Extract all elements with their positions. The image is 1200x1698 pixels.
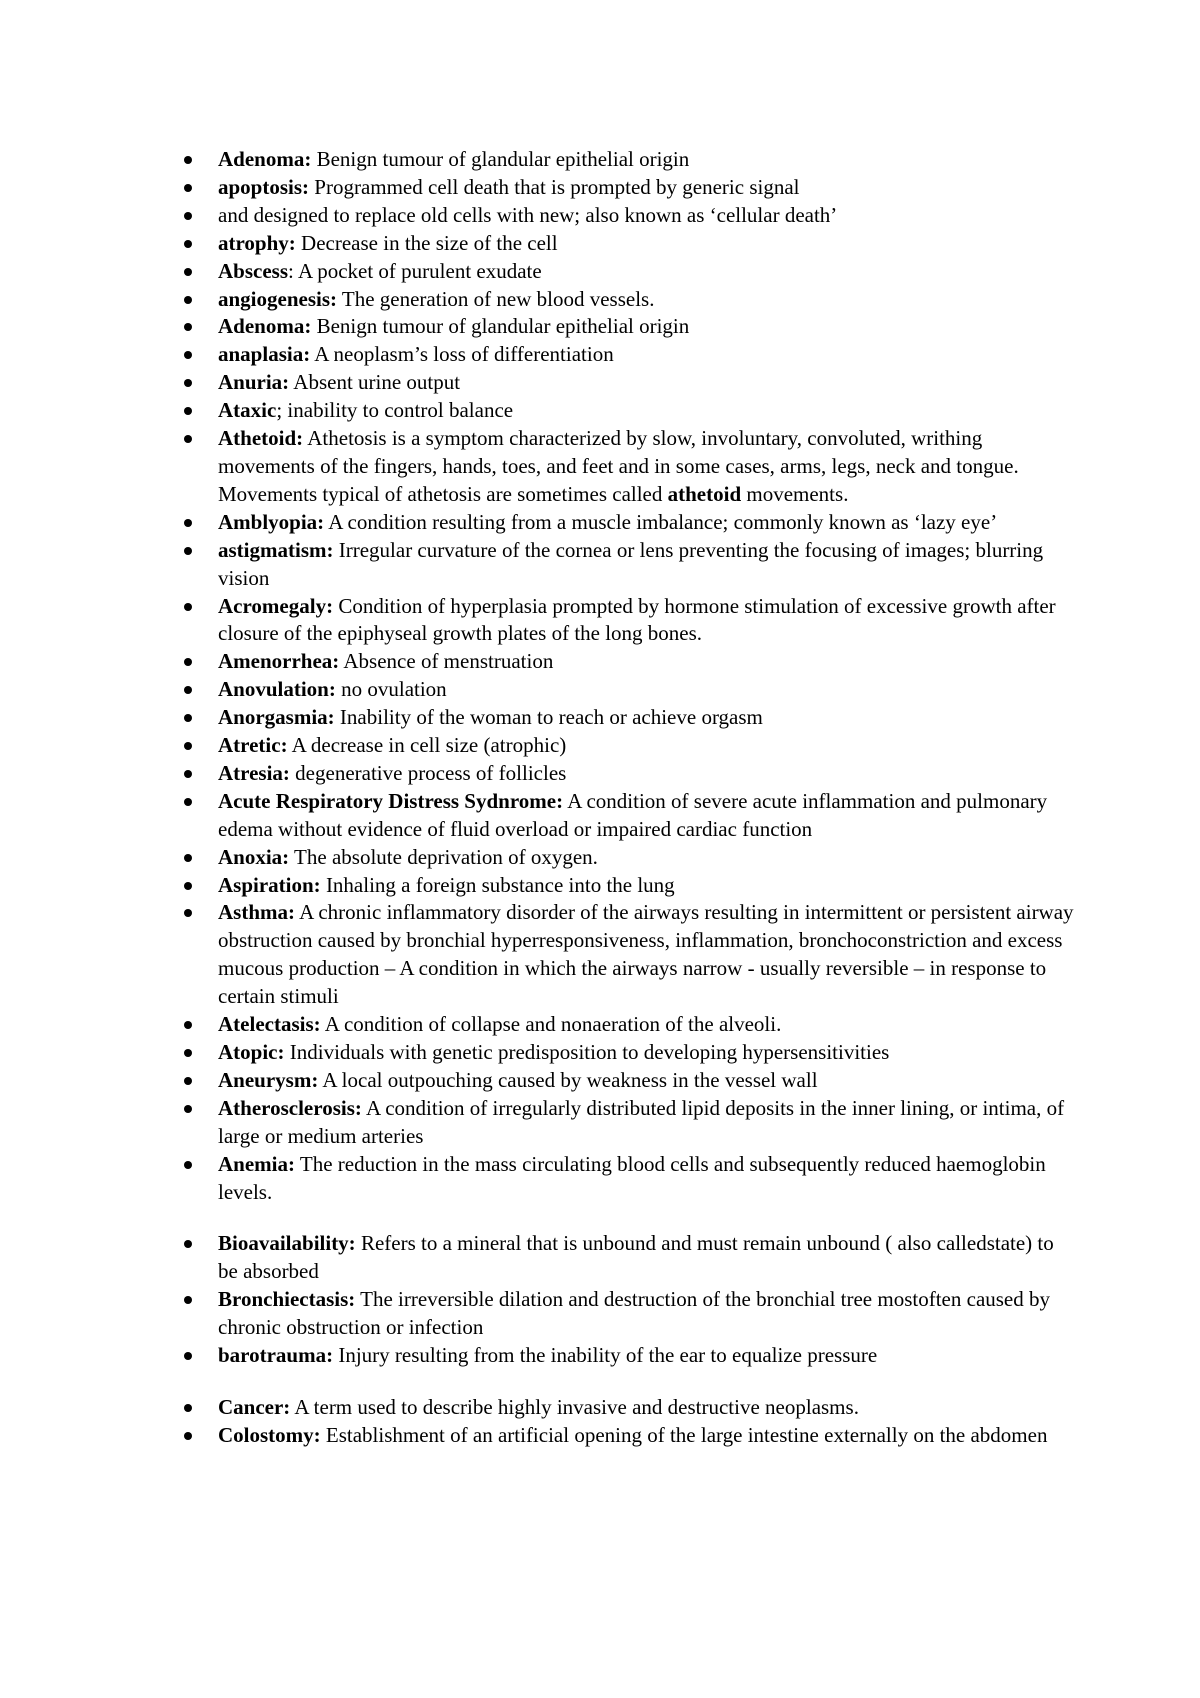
entry-definition: A local outpouching caused by weakness in the vessel wall (318, 1067, 818, 1092)
bullet-icon (184, 658, 192, 666)
glossary-entry (218, 732, 1078, 760)
entry-definition: A condition of collapse and nonaeration of the alveoli. (320, 1012, 782, 1037)
glossary-entry (218, 202, 1078, 230)
glossary-entry (218, 760, 1078, 788)
entry-definition: Condition of hyperplasia prompted by hormone stimulation of excessive growth after closure of the epiphyseal growth plates of the long bones. (218, 593, 1056, 646)
bullet-icon (184, 296, 192, 304)
entry-definition: Inhaling a foreign substance into the lung (320, 872, 675, 897)
bullet-icon (184, 1049, 192, 1057)
entry-term: Atretic: (218, 733, 288, 758)
entry-definition: The reduction in the mass circulating blood cells and subsequently reduced haemoglobin levels. (218, 1151, 1046, 1204)
bullet-icon (184, 770, 192, 778)
entry-definition: A decrease in cell size (atrophic) (287, 733, 567, 758)
entry-term-inline: athetoid (667, 481, 742, 506)
entry-definition: Benign tumour of glandular epithelial origin (311, 314, 690, 339)
glossary-entry (218, 1342, 1078, 1370)
entry-term: Anorgasmia: (218, 705, 335, 730)
bullet-icon (184, 184, 192, 192)
entry-term: apoptosis: (218, 174, 310, 199)
entry-definition: A term used to describe highly invasive and destructive neoplasms. (290, 1394, 859, 1419)
entry-term: Anemia: (218, 1151, 295, 1176)
bullet-icon (184, 379, 192, 387)
bullet-icon (184, 1352, 192, 1360)
glossary-entry (218, 230, 1078, 258)
entry-term: Abscess (218, 258, 289, 283)
entry-term: Adenoma: (218, 147, 312, 171)
glossary-entry (218, 704, 1078, 732)
entry-definition-tail: movements. (741, 481, 849, 506)
bullet-icon (184, 1021, 192, 1029)
bullet-icon (184, 1077, 192, 1085)
bullet-icon (184, 1296, 192, 1304)
bullet-icon (184, 407, 192, 415)
entry-term: Aspiration: (218, 872, 321, 897)
entry-definition: A condition of irregularly distributed lipid deposits in the inner lining, or intima, of large or medium arteries (218, 1095, 1065, 1148)
entry-definition: Individuals with genetic predisposition to developing hypersensitivities (284, 1040, 890, 1064)
entry-definition: Inability of the woman to reach or achieve orgasm (334, 705, 763, 730)
entry-definition: and designed to replace old cells with new; also known as ‘cellular death’ (218, 202, 838, 227)
entry-definition: Absence of menstruation (339, 649, 554, 674)
glossary-entry (218, 397, 1078, 425)
entry-definition: Irregular curvature of the cornea or lens preventing the focusing of images; blurring vision (218, 537, 1044, 590)
entry-term: angiogenesis: (218, 286, 338, 311)
entry-term: Bioavailability: (218, 1231, 356, 1256)
bullet-icon (184, 1105, 192, 1113)
bullet-icon (184, 268, 192, 276)
entry-definition: Absent urine output (289, 370, 461, 395)
entry-term: Aneurysm: (218, 1067, 319, 1092)
glossary-entry (218, 313, 1078, 341)
entry-term: anaplasia: (218, 342, 311, 367)
entry-definition: no ovulation (335, 677, 447, 702)
glossary-entry (218, 341, 1078, 369)
entry-definition: Benign tumour of glandular epithelial origin (311, 147, 690, 171)
bullet-icon (184, 603, 192, 611)
entry-term: Colostomy: (218, 1422, 321, 1447)
glossary-entry (218, 425, 1078, 509)
entry-definition: A condition resulting from a muscle imbalance; commonly known as ‘lazy eye’ (324, 509, 998, 534)
bullet-icon (184, 714, 192, 722)
entry-term: Asthma: (218, 900, 295, 925)
entry-term: atrophy: (218, 230, 296, 255)
glossary-entry (218, 509, 1078, 537)
entry-definition: degenerative process of follicles (289, 760, 567, 785)
glossary-list (218, 146, 1078, 1450)
entry-term: Anoxia: (218, 844, 290, 869)
entry-term: Amenorrhea: (218, 649, 340, 674)
entry-definition: Establishment of an artificial opening of the large intestine externally on the abdomen (320, 1422, 1048, 1447)
entry-term: Anuria: (218, 370, 290, 395)
entry-term: barotrauma: (218, 1343, 334, 1368)
bullet-icon (184, 686, 192, 694)
entry-term: Adenoma: (218, 314, 312, 339)
entry-term: Atresia: (218, 760, 290, 785)
bullet-icon (184, 1161, 192, 1169)
entry-term: Amblyopia: (218, 509, 325, 534)
bullet-icon (184, 1432, 192, 1440)
bullet-icon (184, 1240, 192, 1248)
glossary-entry (218, 676, 1078, 704)
bullet-icon (184, 351, 192, 359)
bullet-icon (184, 854, 192, 862)
bullet-icon (184, 240, 192, 248)
glossary-entry (218, 1422, 1078, 1450)
entry-definition: A chronic inflammatory disorder of the airways resulting in intermittent or persistent airway obstruction caused by bronchial hyperresponsiveness, inflammation, bronchoconstriction and excess mucous production – A condition in which the airways narrow - usually reversible – in response to certain stimuli (218, 900, 1074, 1009)
entry-term: Bronchiectasis: (218, 1287, 356, 1312)
bullet-icon (184, 882, 192, 890)
entry-term: Atherosclerosis: (218, 1095, 362, 1120)
glossary-entry (218, 1067, 1078, 1095)
glossary-entry (218, 286, 1078, 314)
entry-term: Atelectasis: (218, 1012, 321, 1037)
entry-term: Ataxic (218, 398, 277, 423)
entry-term: Acromegaly: (218, 593, 334, 618)
entry-definition: A condition of severe acute inflammation and pulmonary edema without evidence of fluid overload or impaired cardiac function (218, 788, 1048, 841)
bullet-icon (184, 156, 192, 164)
bullet-icon (184, 547, 192, 555)
bullet-icon (184, 435, 192, 443)
entry-term: Anovulation: (218, 677, 336, 702)
entry-definition: Refers to a mineral that is unbound and must remain unbound ( also calledstate) to be absorbed (218, 1231, 1054, 1284)
glossary-entry (218, 1286, 1078, 1342)
glossary-entry (218, 648, 1078, 676)
entry-definition: Injury resulting from the inability of the ear to equalize pressure (333, 1343, 878, 1368)
glossary-entry (218, 1095, 1078, 1151)
entry-term: astigmatism: (218, 537, 334, 562)
glossary-entry (218, 1039, 1078, 1067)
entry-definition: ; inability to control balance (276, 398, 514, 423)
bullet-icon (184, 323, 192, 331)
entry-definition: Athetosis is a symptom characterized by slow, involuntary, convoluted, writhing movements of the fingers, hands, toes, and feet and in some cases, arms, legs, neck and tongue. Movements typical of athetosis are sometimes called (218, 426, 1019, 506)
bullet-icon (184, 519, 192, 527)
glossary-entry (218, 258, 1078, 286)
bullet-icon (184, 1404, 192, 1412)
glossary-entry (218, 146, 1078, 174)
glossary-entry (218, 537, 1078, 593)
entry-definition: Decrease in the size of the cell (295, 230, 558, 255)
glossary-entry (218, 1230, 1078, 1286)
bullet-icon (184, 742, 192, 750)
bullet-icon (184, 909, 192, 917)
entry-definition: Programmed cell death that is prompted by generic signal (309, 174, 800, 199)
bullet-icon (184, 798, 192, 806)
glossary-entry (218, 1394, 1078, 1422)
entry-definition: : A pocket of purulent exudate (288, 258, 542, 283)
bullet-icon (184, 212, 192, 220)
glossary-entry (218, 844, 1078, 872)
glossary-entry (218, 788, 1078, 844)
glossary-entry (218, 1011, 1078, 1039)
entry-definition: The irreversible dilation and destruction of the bronchial tree mostoften caused by chronic obstruction or infection (218, 1287, 1051, 1340)
entry-term: Atopic: (218, 1040, 285, 1064)
glossary-entry (218, 899, 1078, 1011)
glossary-entry (218, 593, 1078, 649)
entry-definition: The generation of new blood vessels. (337, 286, 655, 311)
glossary-entry (218, 1151, 1078, 1207)
glossary-entry (218, 872, 1078, 900)
entry-definition: The absolute deprivation of oxygen. (289, 844, 598, 869)
entry-term: Cancer: (218, 1394, 291, 1419)
entry-definition: A neoplasm’s loss of differentiation (310, 342, 614, 367)
glossary-entry (218, 174, 1078, 202)
entry-term: Acute Respiratory Distress Sydnrome: (218, 788, 564, 813)
glossary-entry (218, 369, 1078, 397)
entry-term: Athetoid: (218, 426, 304, 451)
